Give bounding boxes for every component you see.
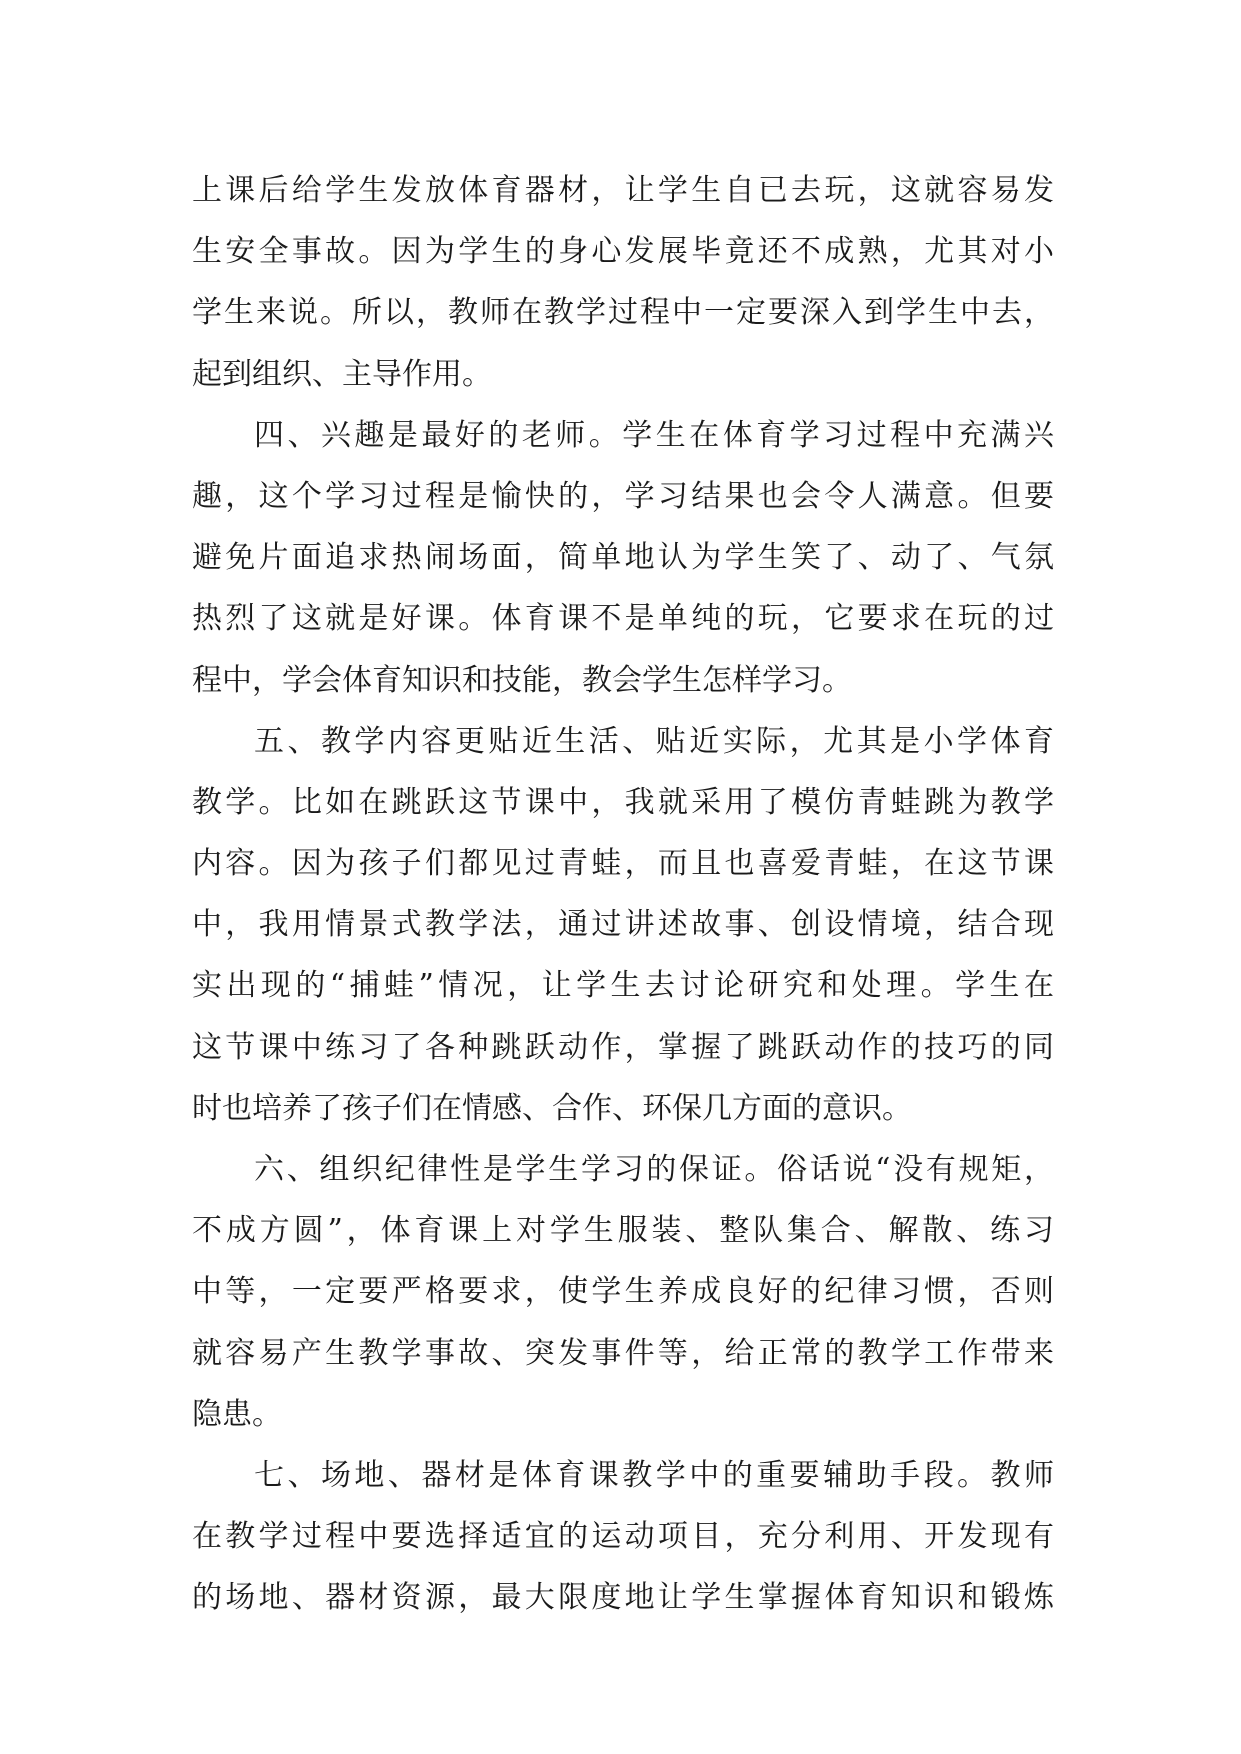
text-line: 热烈了这就是好课。体育课不是单纯的玩，它要求在玩的过 xyxy=(192,601,1054,637)
paragraph-discipline xyxy=(192,1139,1054,1445)
text-line: 生安全事故。因为学生的身心发展毕竟还不成熟，尤其对小 xyxy=(192,234,1054,270)
text-line: 程中，学会体育知识和技能，教会学生怎样学习。 xyxy=(192,662,852,698)
text-line: 教学。比如在跳跃这节课中，我就采用了模仿青蛙跳为教学 xyxy=(192,784,1054,820)
paragraph-continuation xyxy=(192,160,1054,405)
text-line: 起到组织、主导作用。 xyxy=(192,356,492,392)
text-line: 的场地、器材资源，最大限度地让学生掌握体育知识和锻炼 xyxy=(192,1580,1054,1616)
text-line: 学生来说。所以，教师在教学过程中一定要深入到学生中去， xyxy=(192,295,1054,331)
text-line: 实出现的“捕蛙”情况，让学生去讨论研究和处理。学生在 xyxy=(192,968,1054,1004)
text-line: 中，我用情景式教学法，通过讲述故事、创设情境，结合现 xyxy=(192,907,1054,943)
text-line: 中等，一定要严格要求，使学生养成良好的纪律习惯，否则 xyxy=(192,1274,1054,1310)
text-line: 七、场地、器材是体育课教学中的重要辅助手段。教师 xyxy=(254,1457,1054,1493)
text-line: 隐患。 xyxy=(192,1396,282,1432)
text-line: 时也培养了孩子们在情感、合作、环保几方面的意识。 xyxy=(192,1090,912,1126)
text-line: 避免片面追求热闹场面，简单地认为学生笑了、动了、气氛 xyxy=(192,540,1054,576)
text-line: 趣，这个学习过程是愉快的，学习结果也会令人满意。但要 xyxy=(192,478,1054,514)
text-line: 六、组织纪律性是学生学习的保证。俗话说“没有规矩， xyxy=(254,1152,1054,1187)
paragraph-content xyxy=(192,711,1054,1139)
paragraph-interest xyxy=(192,405,1054,711)
text-line: 在教学过程中要选择适宜的运动项目，充分利用、开发现有 xyxy=(192,1519,1054,1555)
text-line: 上课后给学生发放体育器材，让学生自已去玩，这就容易发 xyxy=(192,173,1054,208)
text-line: 这节课中练习了各种跳跃动作，掌握了跳跃动作的技巧的同 xyxy=(192,1029,1054,1065)
text-line: 五、教学内容更贴近生活、贴近实际，尤其是小学体育 xyxy=(254,723,1054,759)
text-line: 四、兴趣是最好的老师。学生在体育学习过程中充满兴 xyxy=(254,417,1054,453)
text-line: 内容。因为孩子们都见过青蛙，而且也喜爱青蛙，在这节课 xyxy=(192,846,1054,882)
paragraph-equipment xyxy=(192,1445,1054,1629)
document-body xyxy=(192,160,1054,1629)
text-line: 不成方圆”，体育课上对学生服装、整队集合、解散、练习 xyxy=(192,1213,1054,1249)
text-line: 就容易产生教学事故、突发事件等，给正常的教学工作带来 xyxy=(192,1335,1054,1371)
